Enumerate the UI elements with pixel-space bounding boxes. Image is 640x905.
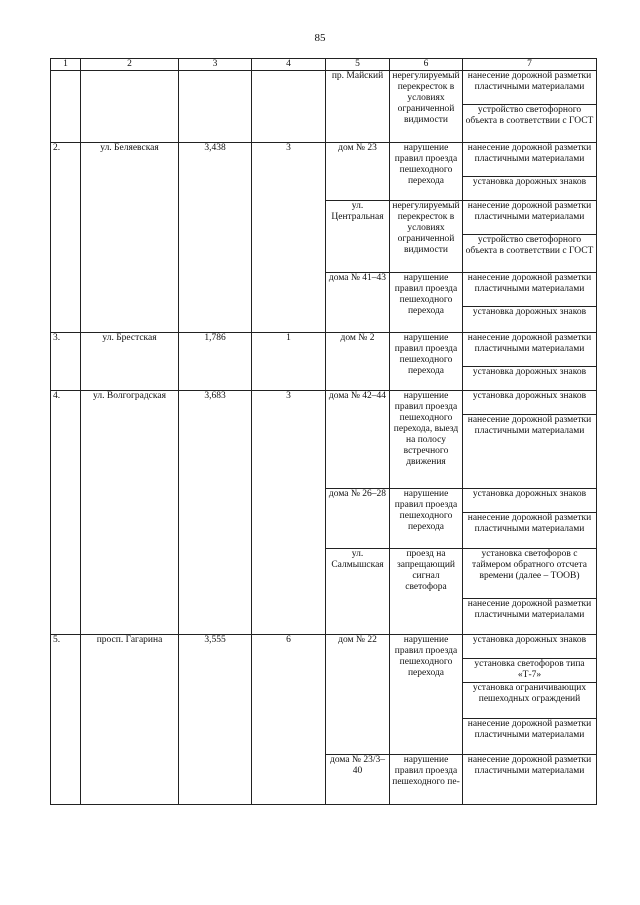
- header-col-6: 6: [390, 59, 463, 71]
- count-value: 3: [252, 391, 326, 635]
- violation-cell: нарушение правил проезда пешеходного перехода: [390, 143, 463, 201]
- length-value: 3,555: [179, 635, 252, 805]
- measure-cell: нанесение дорожной разметки пластичными материалами: [463, 415, 597, 489]
- length-value: 3,438: [179, 143, 252, 333]
- measure-cell: нанесение дорожной разметки пластичными материалами: [463, 273, 597, 307]
- measures-table: [50, 58, 597, 805]
- header-col-1: 1: [51, 59, 81, 71]
- violation-cell: проезд на запрещающий сигнал светофора: [390, 549, 463, 635]
- measure-cell: нанесение дорожной разметки пластичными материалами: [463, 143, 597, 177]
- location-cell: дом № 22: [326, 635, 390, 755]
- measure-cell: нанесение дорожной разметки пластичными материалами: [463, 71, 597, 105]
- length-value: 3,683: [179, 391, 252, 635]
- measure-cell: нанесение дорожной разметки пластичными материалами: [463, 755, 597, 805]
- location-cell: дом № 2: [326, 333, 390, 391]
- measure-cell: установка светофоров типа «Т-7»: [463, 659, 597, 683]
- measure-cell: установка дорожных знаков: [463, 367, 597, 391]
- count-value: 6: [252, 635, 326, 805]
- header-row: [51, 59, 597, 71]
- street-name: ул. Беляевская: [81, 143, 179, 333]
- table-row: [51, 635, 597, 659]
- table-row: [51, 391, 597, 415]
- header-col-4: 4: [252, 59, 326, 71]
- location-cell: дома № 26–28: [326, 489, 390, 549]
- header-col-3: 3: [179, 59, 252, 71]
- violation-cell: нарушение правил проезда пешеходного перехода: [390, 333, 463, 391]
- violation-cell: нарушение правил проезда пешеходного перехода: [390, 635, 463, 755]
- location-cell: дома № 23/3–40: [326, 755, 390, 805]
- location-cell: пр. Майский: [326, 71, 390, 143]
- violation-cell: нарушение правил проезда пешеходного пе-: [390, 755, 463, 805]
- location-cell: ул. Салмышская: [326, 549, 390, 635]
- row-number: 5.: [51, 635, 81, 805]
- violation-cell: нарушение правил проезда пешеходного перехода: [390, 489, 463, 549]
- table-row: [51, 333, 597, 367]
- row-number: 4.: [51, 391, 81, 635]
- location-cell: дома № 41–43: [326, 273, 390, 333]
- violation-cell: нарушение правил проезда пешеходного перехода: [390, 273, 463, 333]
- table-row: [51, 71, 597, 105]
- measure-cell: нанесение дорожной разметки пластичными материалами: [463, 599, 597, 635]
- location-cell: дом № 23: [326, 143, 390, 201]
- measure-cell: установка дорожных знаков: [463, 177, 597, 201]
- row-number: 2.: [51, 143, 81, 333]
- location-cell: дома № 42–44: [326, 391, 390, 489]
- measure-cell: устройство светофорного объекта в соответствии с ГОСТ: [463, 235, 597, 273]
- measure-cell: установка дорожных знаков: [463, 391, 597, 415]
- measure-cell: нанесение дорожной разметки пластичными материалами: [463, 719, 597, 755]
- page-number: 85: [314, 32, 326, 44]
- measure-cell: установка дорожных знаков: [463, 307, 597, 333]
- measure-cell: установка ограничивающих пешеходных ограждений: [463, 683, 597, 719]
- length-value: 1,786: [179, 333, 252, 391]
- violation-cell: нарушение правил проезда пешеходного перехода, выезд на полосу встречного движения: [390, 391, 463, 489]
- count-value: 1: [252, 333, 326, 391]
- violation-cell: нерегулируемый перекресток в условиях ограниченной видимости: [390, 201, 463, 273]
- measure-cell: установка светофоров с таймером обратного отсчета времени (далее – ТООВ): [463, 549, 597, 599]
- header-col-5: 5: [326, 59, 390, 71]
- header-col-7: 7: [463, 59, 597, 71]
- measure-cell: нанесение дорожной разметки пластичными материалами: [463, 333, 597, 367]
- location-cell: ул. Центральная: [326, 201, 390, 273]
- measure-cell: нанесение дорожной разметки пластичными материалами: [463, 513, 597, 549]
- row-number: 3.: [51, 333, 81, 391]
- measure-cell: устройство светофорного объекта в соответствии с ГОСТ: [463, 105, 597, 143]
- measure-cell: установка дорожных знаков: [463, 489, 597, 513]
- table-row: [51, 143, 597, 177]
- street-name: ул. Волгоградская: [81, 391, 179, 635]
- violation-cell: нерегулируемый перекресток в условиях ограниченной видимости: [390, 71, 463, 143]
- street-name: ул. Брестская: [81, 333, 179, 391]
- measure-cell: установка дорожных знаков: [463, 635, 597, 659]
- measure-cell: нанесение дорожной разметки пластичными материалами: [463, 201, 597, 235]
- count-value: 3: [252, 143, 326, 333]
- street-name: просп. Гагарина: [81, 635, 179, 805]
- header-col-2: 2: [81, 59, 179, 71]
